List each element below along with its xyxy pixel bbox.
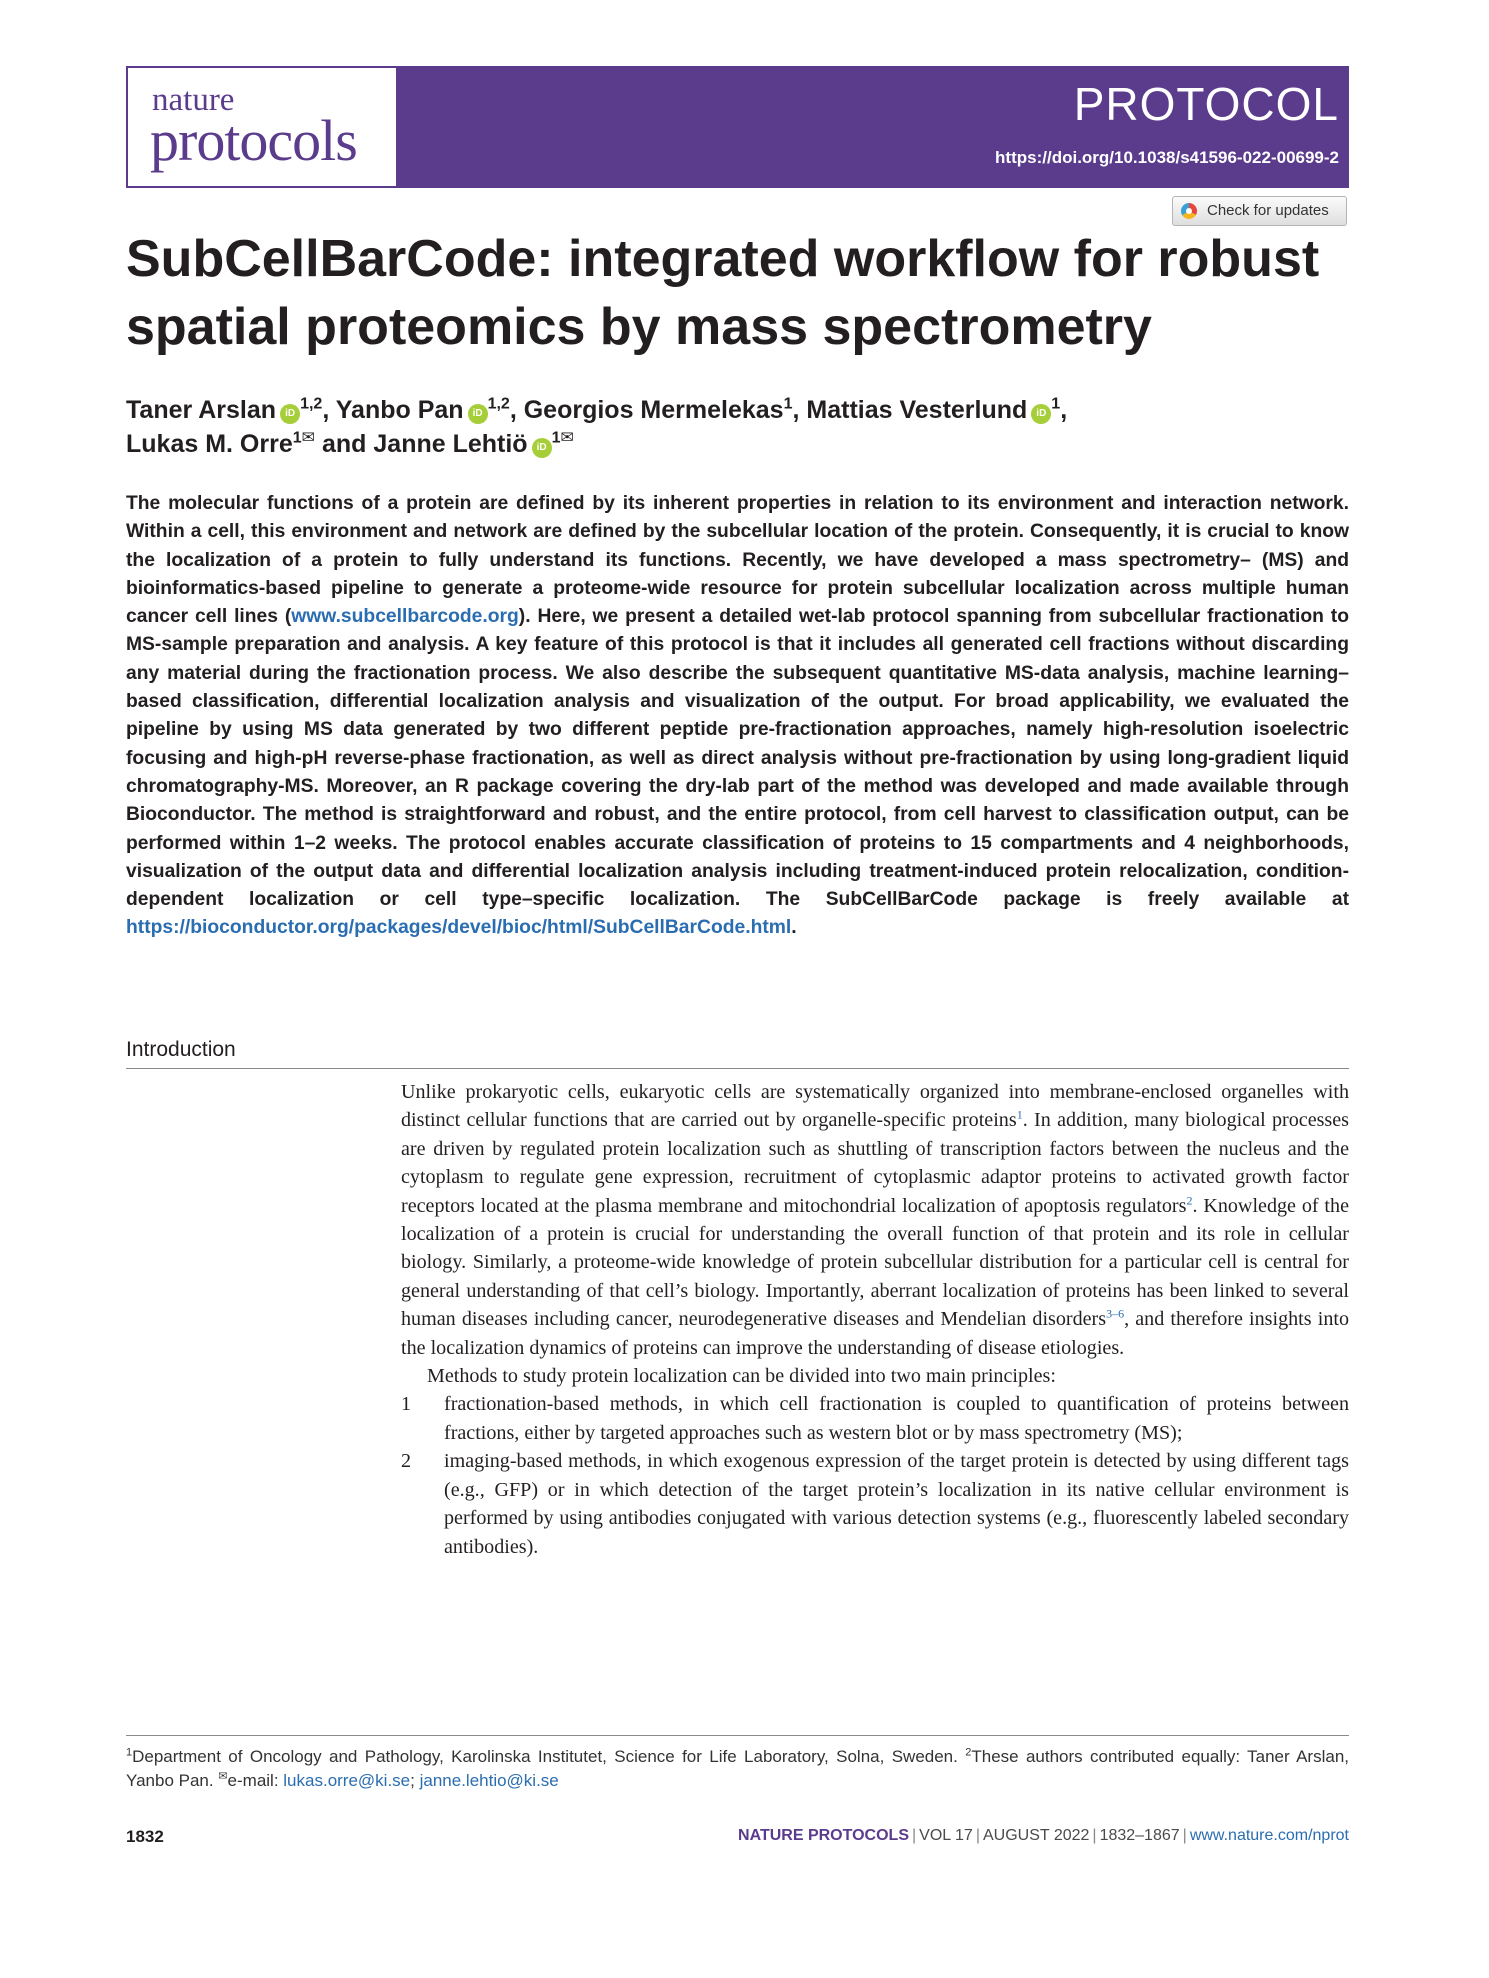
section-heading-introduction: Introduction [126,1036,1349,1069]
reference-link[interactable]: 1 [1016,1107,1023,1122]
author[interactable]: Yanbo Pan iD$^{1,2}$ [335,395,510,424]
article-type-label: PROTOCOL [1073,78,1339,130]
author[interactable]: Janne Lehtiö $iD^{1✉}$ [373,429,574,458]
orcid-icon[interactable]: iD [468,404,488,424]
abstract-text: The molecular functions of a protein are defined by its inherent properties in relation to its environment and interaction network. Within a cell, this environment and network are defined by the subcellular location of the protein. Consequently, it is crucial to know the localization of a protein to fully understand its functions. Recently, we have developed a mass spectrometry– (MS) and bioinformatics-based pipeline to generate a proteome-wide resource for protein subcellular localization across multiple human cancer cell lines ( [126,493,1349,628]
author[interactable]: Taner Arslan iD$^{1,2}$ [126,395,323,424]
orcid-icon[interactable]: iD [280,404,300,424]
author[interactable]: Lukas M. Orre$^{1✉}$ [126,429,316,458]
check-for-updates-label: Check for updates [1207,202,1329,219]
paragraph: Unlike prokaryotic cells, eukaryotic cells are systematically organized into membrane-enclosed organelles with distinct cellular functions that are carried out by organelle-specific proteins$^1$. In addition, many biological processes are driven by regulated protein localization such as shuttling of transcription factors between the nucleus and the cytoplasm to regulate gene expression, recruitment of cytoplasmic adaptor proteins to activated growth factor receptors located at the plasma membrane and mitochondrial localization of apoptosis regulators$^2$. Knowledge of the localization of a protein is crucial for understanding the overall function of that protein and its role in cellular biology. Similarly, a proteome-wide knowledge of protein subcellular distribution for a particular cell is central for general understanding of that cell’s biology. Importantly, aberrant localization of proteins has been linked to several human diseases including cancer, neurodegenerative diseases and Mendelian disorders$^{3-6}$, and therefore insights into the localization dynamics of proteins can improve the understanding of disease etiologies. [401,1081,1349,1359]
abstract [126,490,1349,943]
list-item-text: imaging-based methods, in which exogenous expression of the target protein is detected by using different tags (e.g., GFP) or in which detection of the target protein’s localization in its native cellular environment is performed by using antibodies conjugated with various detection systems (e.g., fluorescently labeled secondary antibodies). [444,1450,1349,1558]
article-title: SubCellBarCode: integrated workflow for robust spatial proteomics by mass spectrometry [126,230,1320,356]
envelope-icon: ✉ [560,429,574,447]
page-number: 1832 [126,1827,164,1846]
logo-line-nature: nature [152,82,235,118]
list-number: 1 [401,1393,412,1416]
list-item [401,1447,1349,1561]
list-number: 2 [401,1450,412,1473]
doi-link[interactable]: https://doi.org/10.1038/s41596-022-00699-2 [995,148,1339,167]
logo-line-protocols: protocols [150,108,357,173]
envelope-icon: ✉ [301,429,316,447]
introduction-body [401,1078,1349,1561]
orcid-icon[interactable]: iD [1031,404,1051,424]
envelope-icon: ✉ [218,1770,228,1783]
reference-link[interactable]: 3–6 [1106,1306,1125,1321]
list-item [401,1390,1349,1447]
affiliations-footnote: $^1$Department of Oncology and Pathology, Karolinska Institutet, Science for Life Laboratory, Solna, Sweden. $^2$These authors contributed equally: Taner Arslan, Yanbo Pan. ✉e-mail: lukas.orre@ki.se; janne.lehtio@ki.se [126,1735,1349,1793]
list-item-text: fractionation-based methods, in which cell fractionation is coupled to quantification of proteins between fractions, either by targeted approaches such as western blot or by mass spectrometry (MS); [444,1393,1349,1444]
journal-url-link[interactable]: www.nature.com/nprot [1189,1827,1349,1844]
running-footer: NATURE PROTOCOLS | VOL 17 | AUGUST 2022 | 1832–1867 | www.nature.com/nprot [738,1827,1349,1844]
bioconductor-package-link[interactable]: https://bioconductor.org/packages/devel/bioc/html/SubCellBarCode.html [126,917,792,939]
author[interactable]: Mattias Vesterlund $iD^1$ [806,395,1061,424]
subcellbarcode-website-link[interactable]: www.subcellbarcode.org [291,606,519,628]
reference-link[interactable]: 2 [1186,1192,1193,1207]
check-for-updates-button[interactable] [1172,196,1347,226]
abstract-text: ). Here, we present a detailed wet-lab protocol spanning from subcellular fractionation to MS-sample preparation and analysis. A key feature of this protocol is that it includes all generated cell fractions without discarding any material during the fractionation process. We also describe the subsequent quantitative MS-data analysis, machine learning–based classification, differential localization analysis and visualization of the output. For broad applicability, we evaluated the pipeline by using MS data generated by two different peptide pre-fractionation approaches, namely high-resolution isoelectric focusing and high-pH reverse-phase fractionation, as well as direct analysis without pre-fractionation by using long-gradient liquid chromatography-MS. Moreover, an R package covering the dry-lab part of the method was developed and made available through Bioconductor. The method is straightforward and robust, and the entire protocol, from cell harvest to classification output, can be performed within 1–2 weeks. The protocol enables accurate classification of proteins to 15 compartments and 4 neighborhoods, visualization of the output data and differential localization analysis including treatment-induced protein relocalization, condition-dependent localization or cell type–specific localization. The SubCellBarCode package is freely available at [126,606,1349,911]
email-link[interactable]: janne.lehtio@ki.se [419,1771,559,1790]
orcid-icon[interactable]: iD [532,438,552,458]
paragraph: Methods to study protein localization can be divided into two main principles: [427,1365,1056,1388]
abstract-text: . [791,917,797,939]
email-link[interactable]: lukas.orre@ki.se [283,1771,411,1790]
crossmark-icon [1181,203,1197,219]
journal-logo [128,68,396,186]
author[interactable]: Georgios Mermelekas$^1$ [523,395,793,424]
author-list: Taner Arslan iD$^{1,2}$, Yanbo Pan iD$^{1,2}$, Georgios Mermelekas$^1$, Mattias Vesterlund $iD^1$, Lukas M. Orre$^{1✉}$ and Janne Lehtiö $iD^{1✉}$ [126,395,1068,458]
